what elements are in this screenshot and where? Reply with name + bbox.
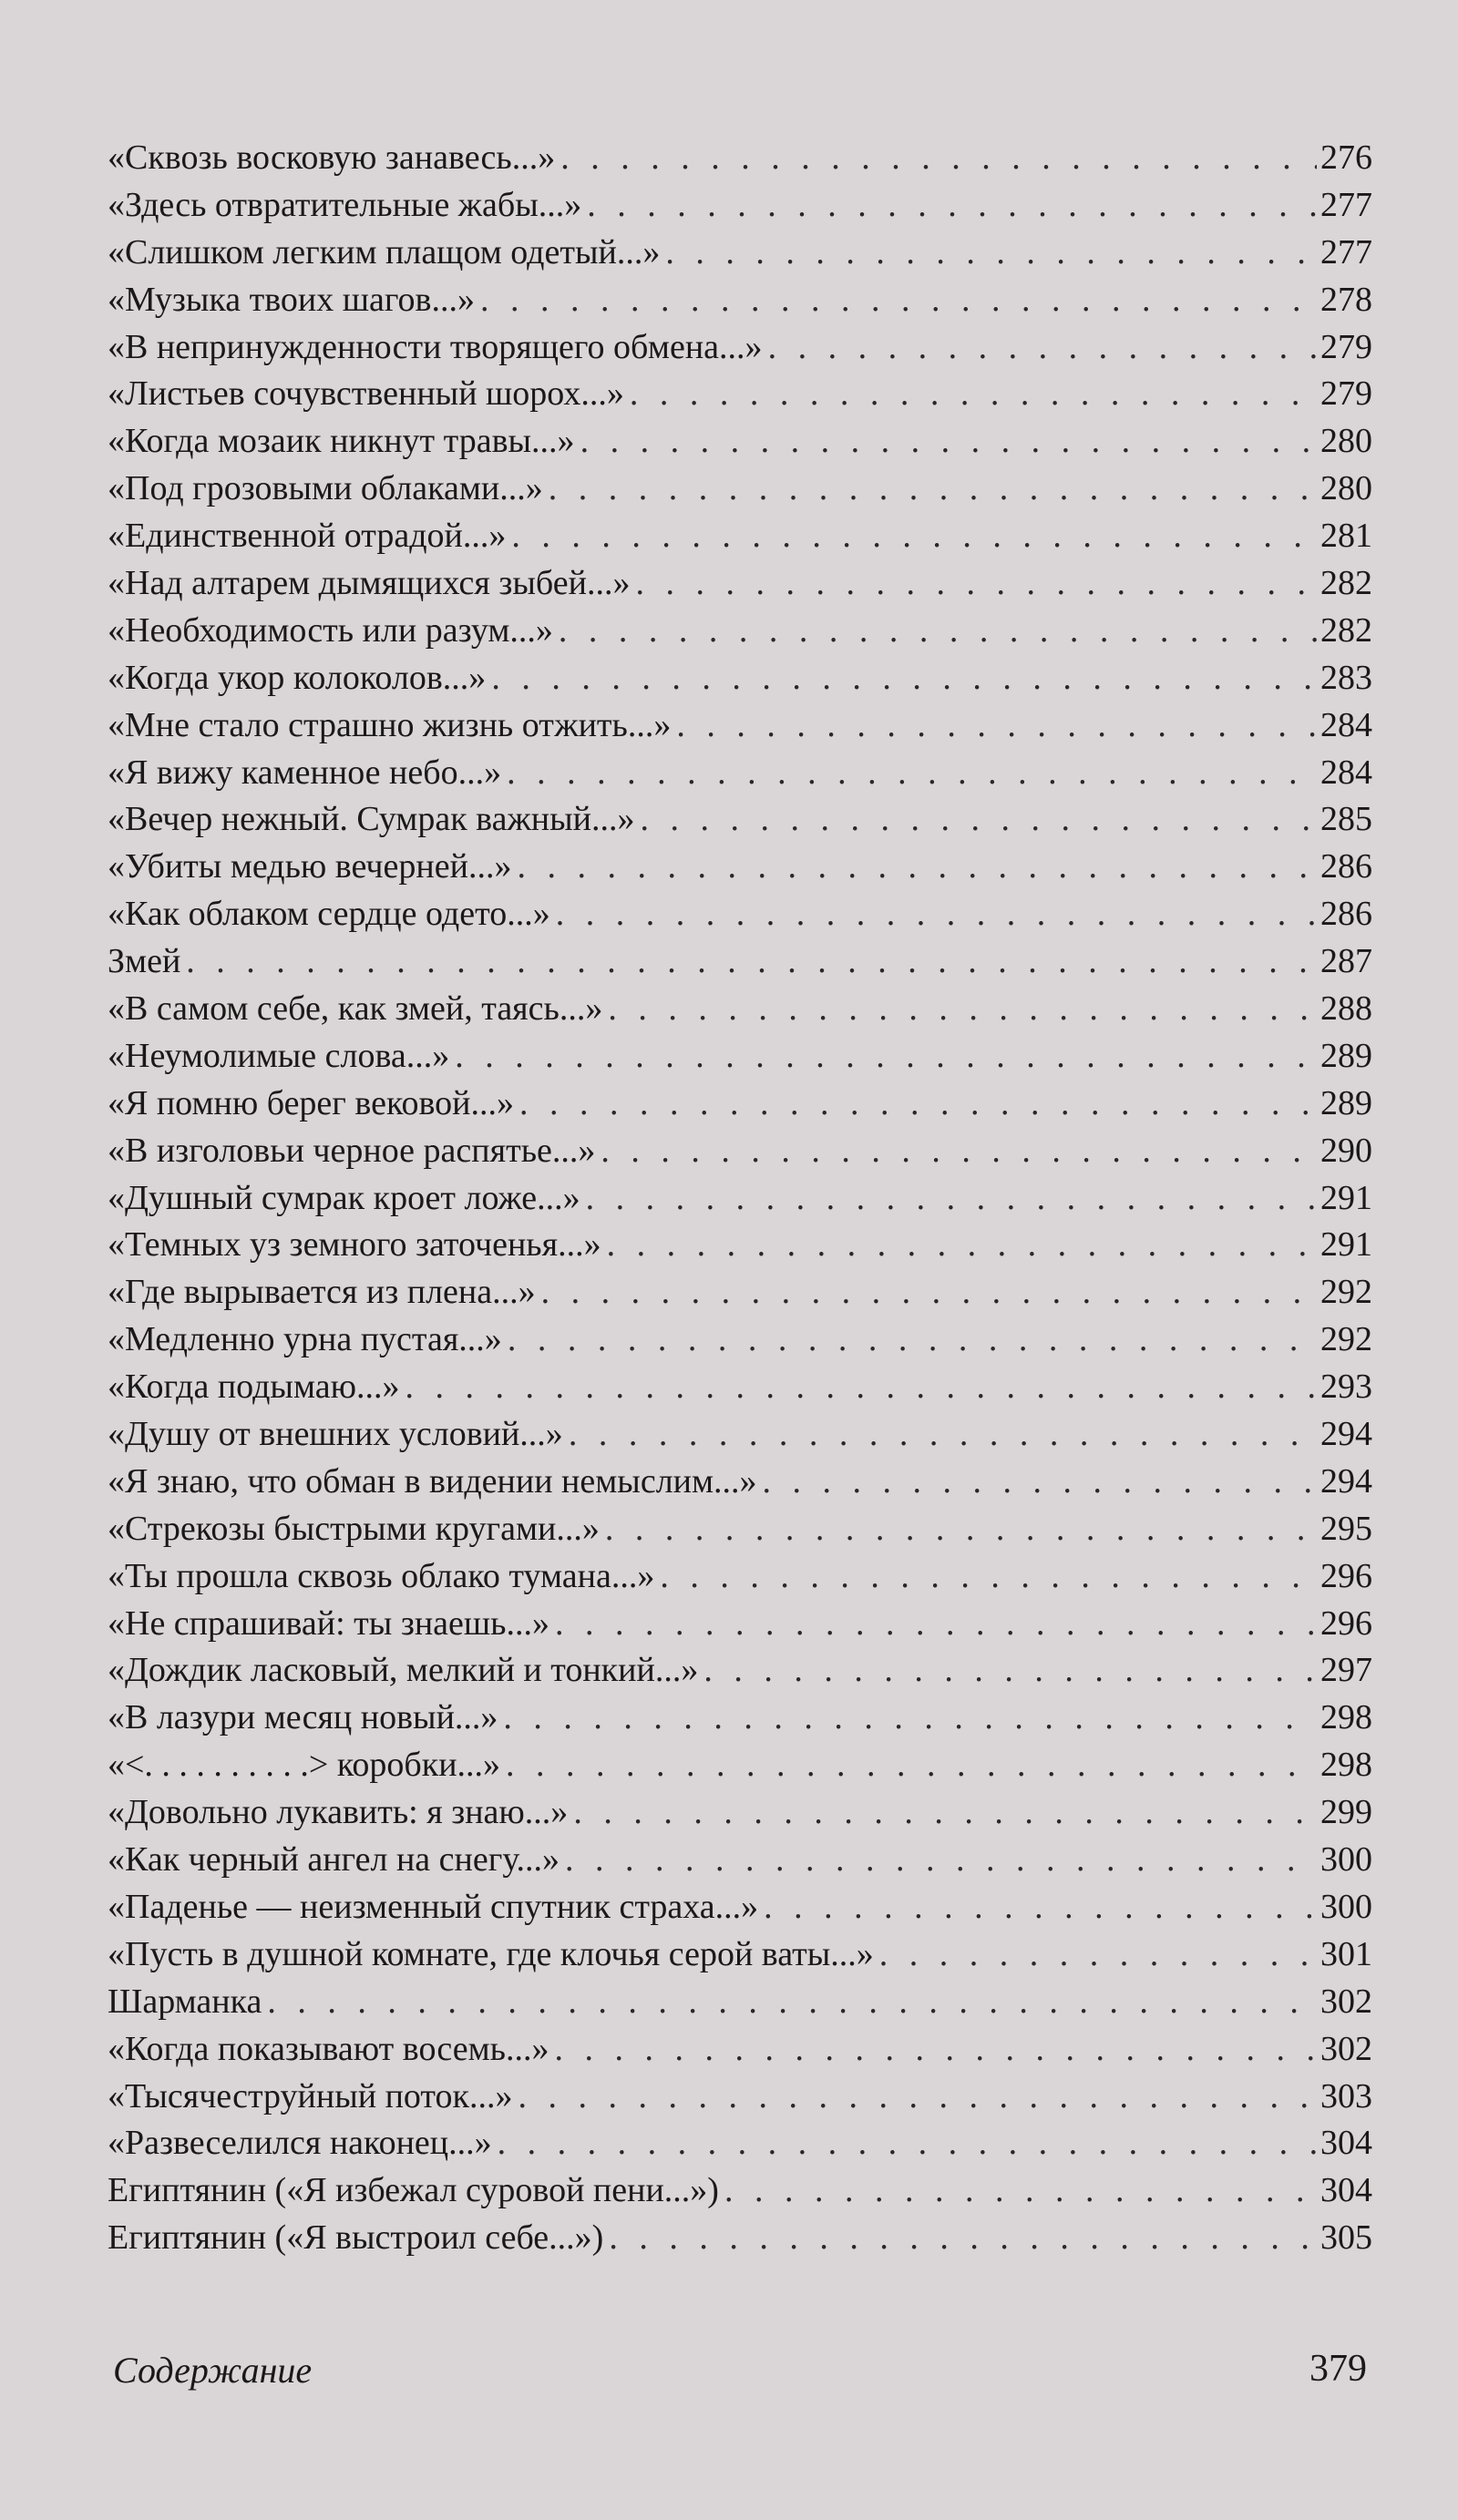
toc-entry-page: 288	[1320, 989, 1372, 1029]
toc-entry-title: «Как черный ангел на снегу...»	[108, 1840, 560, 1880]
toc-entry	[108, 1884, 1372, 1931]
toc-entry-page: 280	[1320, 469, 1372, 508]
toc-entry-page: 298	[1320, 1746, 1372, 1785]
toc-entry-title: «Я помню берег вековой...»	[108, 1083, 515, 1122]
toc-entry	[108, 844, 1372, 891]
toc-entry-page: 302	[1320, 2029, 1372, 2068]
toc-entry-title: «Стрекозы быстрыми кругами...»	[108, 1509, 600, 1548]
toc-entry-page: 289	[1320, 1036, 1372, 1075]
toc-entry-page: 279	[1320, 327, 1372, 366]
toc-entry	[108, 1269, 1372, 1316]
toc-entry-title: «Паденье — неизменный спутник страха...»	[108, 1887, 759, 1926]
toc-entry-title: «Над алтарем дымящихся зыбей...»	[108, 564, 631, 602]
toc-entry-title: «Пусть в душной комнате, где клочья серой ваты...»	[108, 1934, 874, 1973]
toc-entry-page: 299	[1320, 1793, 1372, 1832]
dot-leader	[698, 1647, 1317, 1695]
toc-entry	[108, 1081, 1372, 1128]
dot-leader	[553, 608, 1317, 655]
toc-entry	[108, 2120, 1372, 2167]
toc-entry-page: 289	[1320, 1083, 1372, 1122]
dot-leader	[550, 891, 1317, 938]
toc-entry-page: 284	[1320, 753, 1372, 792]
toc-entry-page: 276	[1320, 138, 1372, 177]
toc-entry	[108, 938, 1372, 986]
toc-entry-title: «<. . . . . . . . . .> коробки...»	[108, 1746, 501, 1785]
toc-entry-title: «Я вижу каменное небо...»	[108, 753, 502, 792]
toc-entry-title: «Убиты медью вечерней...»	[108, 847, 512, 886]
toc-entry	[108, 1601, 1372, 1648]
toc-entry	[108, 2215, 1372, 2262]
toc-entry-title: Египтянин («Я избежал суровой пени...»)	[108, 2171, 719, 2210]
dot-leader	[555, 135, 1317, 182]
dot-leader	[549, 1601, 1317, 1648]
toc-entry-page: 293	[1320, 1368, 1372, 1407]
toc-entry	[108, 1931, 1372, 1979]
page-number: 379	[1309, 2348, 1367, 2390]
dot-leader	[654, 1553, 1317, 1601]
running-footer-section: Содержание	[113, 2350, 313, 2391]
toc-entry	[108, 796, 1372, 844]
toc-entry	[108, 2074, 1372, 2121]
toc-entry-page: 283	[1320, 658, 1372, 697]
toc-entry-page: 281	[1320, 517, 1372, 556]
toc-entry-page: 297	[1320, 1651, 1372, 1690]
dot-leader	[400, 1364, 1318, 1411]
toc-entry-page: 277	[1320, 232, 1372, 271]
toc-entry	[108, 750, 1372, 797]
toc-entry-title: «Душный сумрак кроет ложе...»	[108, 1178, 580, 1217]
dot-leader	[500, 1742, 1317, 1789]
toc-entry	[108, 986, 1372, 1033]
toc-entry-title: Змей	[108, 942, 181, 981]
toc-entry	[108, 1742, 1372, 1789]
toc-entry-page: 286	[1320, 847, 1372, 886]
toc-entry-page: 304	[1320, 2171, 1372, 2210]
dot-leader	[475, 277, 1317, 324]
toc-entry	[108, 560, 1372, 608]
dot-leader	[757, 1459, 1317, 1506]
dot-leader	[506, 513, 1317, 560]
dot-leader	[603, 2215, 1317, 2262]
toc-entry-title: «Когда укор колоколов...»	[108, 658, 487, 697]
toc-entry-page: 290	[1320, 1131, 1372, 1170]
toc-entry-title: «Под грозовыми облаками...»	[108, 469, 543, 508]
toc-entry-page: 300	[1320, 1840, 1372, 1880]
toc-entry	[108, 1553, 1372, 1601]
toc-entry-page: 292	[1320, 1273, 1372, 1312]
toc-entry-title: «Дождик ласковый, мелкий и тонкий...»	[108, 1651, 699, 1690]
toc-entry-title: «В непринужденности творящего обмена...»	[108, 327, 763, 366]
toc-entry	[108, 702, 1372, 750]
toc-entry-page: 291	[1320, 1225, 1372, 1265]
toc-entry	[108, 230, 1372, 277]
dot-leader	[486, 655, 1317, 702]
dot-leader	[602, 986, 1317, 1033]
toc-entry-page: 282	[1320, 610, 1372, 650]
toc-entry-page: 300	[1320, 1887, 1372, 1926]
toc-entry-page: 295	[1320, 1509, 1372, 1548]
toc-entry-title: «Довольно лукавить: я знаю...»	[108, 1793, 569, 1832]
toc-entry-title: «Мне стало страшно жизнь отжить...»	[108, 705, 672, 744]
toc-entry	[108, 1128, 1372, 1175]
dot-leader	[180, 938, 1317, 986]
dot-leader	[560, 1837, 1317, 1884]
toc-entry-title: «Не спрашивай: ты знаешь...»	[108, 1603, 549, 1643]
toc-entry-page: 285	[1320, 800, 1372, 839]
dot-leader	[630, 560, 1317, 608]
toc-entry-title: «Когда мозаик никнут травы...»	[108, 422, 575, 461]
toc-entry-title: «Когда подымаю...»	[108, 1368, 400, 1407]
toc-entry	[108, 891, 1372, 938]
toc-entry-page: 294	[1320, 1461, 1372, 1501]
toc-entry-page: 301	[1320, 1934, 1372, 1973]
toc-entry	[108, 418, 1372, 466]
dot-leader	[501, 750, 1317, 797]
dot-leader	[719, 2167, 1317, 2215]
dot-leader	[549, 2026, 1317, 2074]
toc-entry-title: «Медленно урна пустая...»	[108, 1320, 502, 1359]
toc-entry	[108, 182, 1372, 230]
toc-entry-page: 284	[1320, 705, 1372, 744]
dot-leader	[634, 796, 1317, 844]
toc-entry	[108, 1316, 1372, 1364]
dot-leader	[262, 1979, 1317, 2026]
toc-entry-page: 282	[1320, 564, 1372, 602]
toc-entry	[108, 1459, 1372, 1506]
toc-entry	[108, 466, 1372, 513]
toc-entry-title: «Где вырывается из плена...»	[108, 1273, 536, 1312]
toc-entry-title: «Неумолимые слова...»	[108, 1036, 450, 1075]
toc-entry-title: «Единственной отрадой...»	[108, 517, 507, 556]
toc-entry	[108, 2026, 1372, 2074]
toc-entry	[108, 1648, 1372, 1695]
toc-entry	[108, 1411, 1372, 1459]
toc-entry-title: «В самом себе, как змей, таясь...»	[108, 989, 603, 1029]
dot-leader	[514, 1081, 1317, 1128]
toc-entry-page: 296	[1320, 1603, 1372, 1643]
toc-entry-page: 305	[1320, 2218, 1372, 2258]
dot-leader	[568, 1789, 1317, 1837]
dot-leader	[498, 1695, 1317, 1742]
dot-leader	[595, 1128, 1317, 1175]
toc-entry-page: 296	[1320, 1556, 1372, 1595]
dot-leader	[536, 1269, 1317, 1316]
toc-entry-title: «Как облаком сердце одето...»	[108, 895, 550, 934]
toc-entry	[108, 135, 1372, 182]
toc-entry	[108, 324, 1372, 372]
toc-entry	[108, 277, 1372, 324]
toc-entry-title: «Необходимость или разум...»	[108, 610, 553, 650]
toc-entry	[108, 1364, 1372, 1411]
toc-entry-page: 294	[1320, 1415, 1372, 1454]
toc-entry-title: «В лазури месяц новый...»	[108, 1698, 498, 1737]
toc-entry	[108, 513, 1372, 560]
dot-leader	[763, 324, 1317, 372]
toc-entry-page: 291	[1320, 1178, 1372, 1217]
dot-leader	[511, 844, 1317, 891]
dot-leader	[543, 466, 1317, 513]
toc-entry-title: «Когда показывают восемь...»	[108, 2029, 549, 2068]
toc-entry-title: «Музыка твоих шагов...»	[108, 280, 475, 319]
toc-entry	[108, 655, 1372, 702]
toc-entry-title: «Темных уз земного заточенья...»	[108, 1225, 601, 1265]
toc-entry	[108, 371, 1372, 418]
toc-entry-page: 279	[1320, 374, 1372, 414]
toc-entry-page: 287	[1320, 942, 1372, 981]
toc-entry-title: «Листьев сочувственный шорох...»	[108, 374, 624, 414]
table-of-contents	[108, 135, 1372, 2262]
dot-leader	[874, 1931, 1317, 1979]
toc-entry	[108, 1033, 1372, 1081]
toc-entry-title: «Развеселился наконец...»	[108, 2124, 492, 2163]
dot-leader	[758, 1884, 1317, 1931]
toc-entry-title: «Тысячеструйный поток...»	[108, 2076, 513, 2115]
dot-leader	[660, 230, 1317, 277]
dot-leader	[575, 418, 1317, 466]
dot-leader	[601, 1222, 1317, 1269]
dot-leader	[563, 1411, 1317, 1459]
toc-entry	[108, 1175, 1372, 1223]
toc-entry-title: Шарманка	[108, 1982, 262, 2021]
toc-entry	[108, 2167, 1372, 2215]
toc-entry-page: 280	[1320, 422, 1372, 461]
toc-entry-title: Египтянин («Я выстроил себе...»)	[108, 2218, 604, 2258]
dot-leader	[624, 371, 1317, 418]
toc-entry	[108, 1695, 1372, 1742]
dot-leader	[492, 2120, 1317, 2167]
toc-entry-title: «Слишком легким плащом одетый...»	[108, 232, 661, 271]
toc-entry	[108, 1979, 1372, 2026]
toc-entry	[108, 1222, 1372, 1269]
toc-entry-page: 302	[1320, 1982, 1372, 2021]
toc-entry-page: 298	[1320, 1698, 1372, 1737]
dot-leader	[502, 1316, 1317, 1364]
toc-entry	[108, 608, 1372, 655]
toc-entry-page: 277	[1320, 185, 1372, 224]
toc-entry	[108, 1506, 1372, 1553]
toc-entry-title: «Я знаю, что обман в видении немыслим...»	[108, 1461, 757, 1501]
toc-entry-page: 286	[1320, 895, 1372, 934]
toc-entry-title: «Вечер нежный. Сумрак важный...»	[108, 800, 635, 839]
dot-leader	[513, 2074, 1318, 2121]
dot-leader	[581, 182, 1317, 230]
toc-entry-page: 303	[1320, 2076, 1372, 2115]
toc-entry-page: 278	[1320, 280, 1372, 319]
toc-entry-title: «Сквозь восковую занавесь...»	[108, 138, 556, 177]
toc-entry-title: «Душу от внешних условий...»	[108, 1415, 563, 1454]
dot-leader	[449, 1033, 1317, 1081]
toc-entry	[108, 1789, 1372, 1837]
dot-leader	[600, 1506, 1317, 1553]
toc-entry	[108, 1837, 1372, 1884]
toc-entry-page: 292	[1320, 1320, 1372, 1359]
dot-leader	[671, 702, 1317, 750]
dot-leader	[580, 1175, 1317, 1223]
toc-entry-page: 304	[1320, 2124, 1372, 2163]
toc-entry-title: «В изголовьи черное распятье...»	[108, 1131, 596, 1170]
toc-entry-title: «Ты прошла сквозь облако тумана...»	[108, 1556, 655, 1595]
toc-entry-title: «Здесь отвратительные жабы...»	[108, 185, 582, 224]
